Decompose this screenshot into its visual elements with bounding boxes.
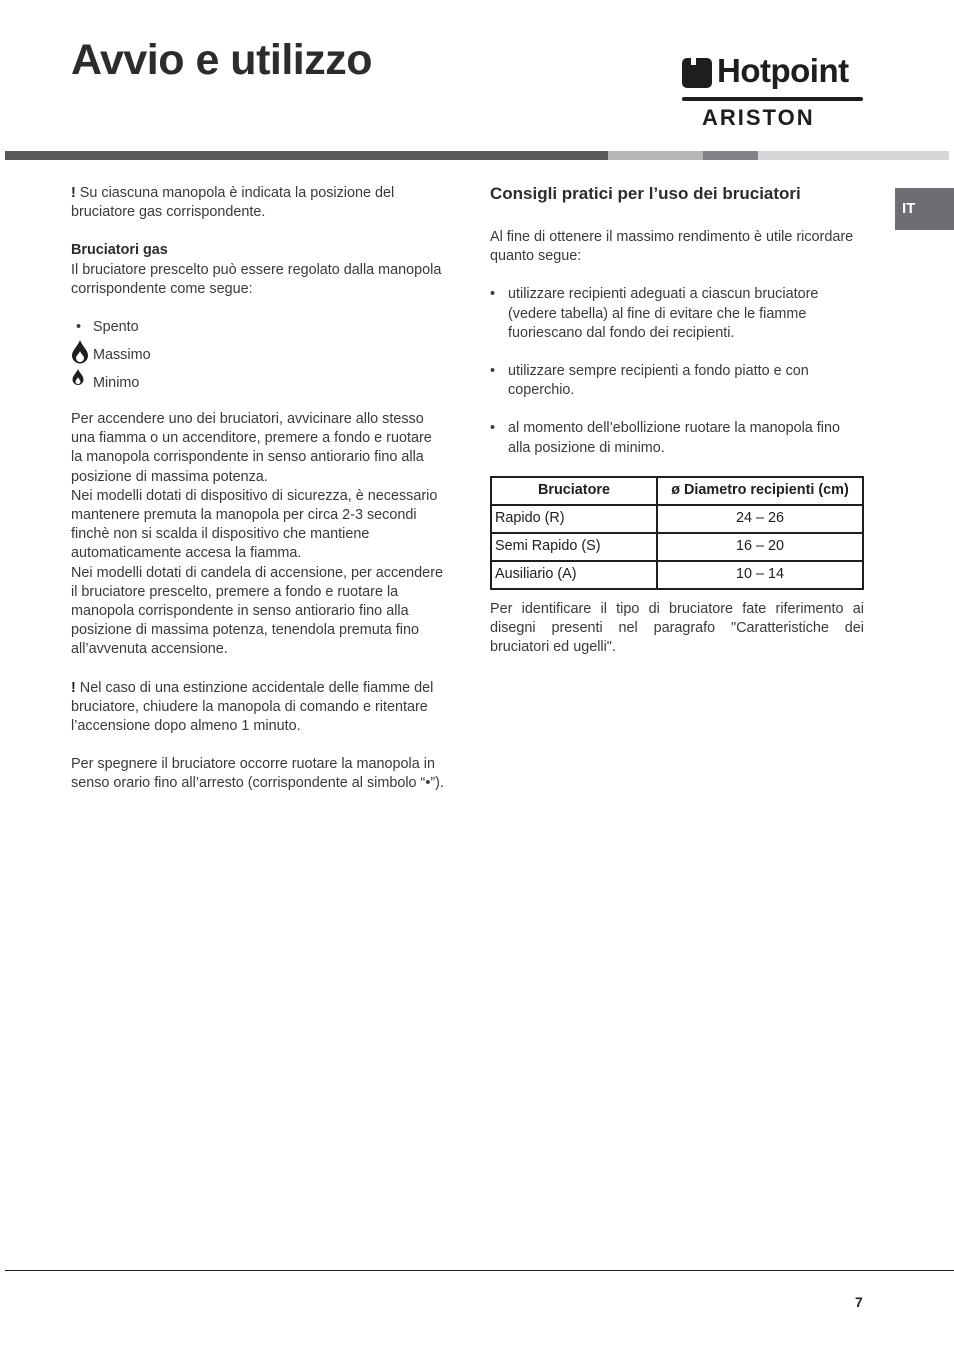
header-band-pale <box>758 151 949 160</box>
page-number: 7 <box>855 1294 863 1310</box>
warning-mark: ! <box>71 185 76 201</box>
bullet-icon: • <box>490 420 496 437</box>
position-min: Minimo <box>71 374 446 402</box>
safety-device-paragraph: Nei modelli dotati di dispositivo di sicurezza, è necessario mantenere premuta la manopola per circa 2-3 secondi finchè non si scalda il dispositivo che mantiene automaticamente accesa la fiamma. <box>71 487 438 562</box>
tip-item: • utilizzare sempre recipienti a fondo piatto e con coperchio. <box>490 363 809 399</box>
header-band-dark <box>5 151 608 160</box>
tips-heading: Consigli pratici per l’uso dei bruciatori <box>490 184 801 203</box>
table-row <box>491 533 863 561</box>
table-cell: 24 – 26 <box>657 505 863 533</box>
table-cell: Rapido (R) <box>491 505 657 533</box>
page-title: Avvio e utilizzo <box>71 36 372 84</box>
warning-mark: ! <box>71 679 76 696</box>
tip-item: • utilizzare recipienti adeguati a ciascun bruciatore (vedere tabella) al fine di evitare che le fiamme fuoriescano dal fondo dei recipienti. <box>490 286 819 341</box>
position-max: Massimo <box>71 346 446 374</box>
left-column <box>71 184 446 794</box>
footer-rule <box>5 1270 954 1271</box>
right-column <box>490 184 864 657</box>
burner-table <box>490 476 864 590</box>
table-header-row <box>491 477 863 505</box>
position-off: • Spento <box>71 318 446 346</box>
brand-logo <box>682 52 864 132</box>
gas-burners-intro: Il bruciatore prescelto può essere regolato dalla manopola corrispondente come segue: <box>71 261 442 297</box>
table-cell: Ausiliario (A) <box>491 561 657 589</box>
table-row <box>491 505 863 533</box>
extinction-note: ! Nel caso di una estinzione accidentale delle fiamme del bruciatore, chiudere la manopola di comando e ritentare l’accensione dopo almeno 1 minuto. <box>71 679 434 735</box>
table-row <box>491 561 863 589</box>
table-cell: 16 – 20 <box>657 533 863 561</box>
bullet-icon: • <box>76 319 82 336</box>
turn-off-paragraph: Per spegnere il bruciatore occorre ruotare la manopola in senso orario fino all’arresto (corrispondente al simbolo “•”). <box>71 756 444 792</box>
tip-item: • al momento dell’ebollizione ruotare la manopola fino alla posizione di minimo. <box>490 420 840 456</box>
brand-sub: ARISTON <box>702 105 815 130</box>
ignite-paragraph: Per accendere uno dei bruciatori, avvicinare allo stesso una fiamma o un accenditore, premere a fondo e ruotare la manopola corrispondente in senso antiorario fino alla posizione di massima potenza. <box>71 411 432 485</box>
table-cell: Semi Rapido (S) <box>491 533 657 561</box>
table-header: Bruciatore <box>491 477 657 505</box>
flame-small-icon <box>72 369 84 385</box>
flame-large-icon <box>71 340 89 364</box>
language-tab: IT <box>895 188 954 230</box>
bullet-icon: • <box>490 286 496 303</box>
table-cell: 10 – 14 <box>657 561 863 589</box>
gas-burners-heading: Bruciatori gas <box>71 242 168 259</box>
logo-rule <box>682 97 863 101</box>
table-header: ø Diametro recipienti (cm) <box>657 477 863 505</box>
brand-name: Hotpoint <box>717 52 849 89</box>
header-band-light <box>608 151 703 160</box>
tips-intro: Al fine di ottenere il massimo rendimento è utile ricordare quanto segue: <box>490 229 854 265</box>
spark-plug-paragraph: Nei modelli dotati di candela di accensione, per accendere il bruciatore prescelto, premere a fondo e ruotare la manopola corrispondente in senso antiorario fino alla posizione di massima potenza, tenendola premuta fino all’avvenuta accensione. <box>71 564 443 658</box>
table-outro: Per identificare il tipo di bruciatore fate riferimento ai disegni presenti nel paragrafo "Caratteristiche dei bruciatori ed ugelli". <box>490 600 864 656</box>
header-band-mid <box>703 151 758 160</box>
knob-note: ! Su ciascuna manopola è indicata la posizione del bruciatore gas corrispondente. <box>71 185 395 221</box>
bullet-icon: • <box>490 363 496 380</box>
hotpoint-logo-icon <box>682 58 712 88</box>
